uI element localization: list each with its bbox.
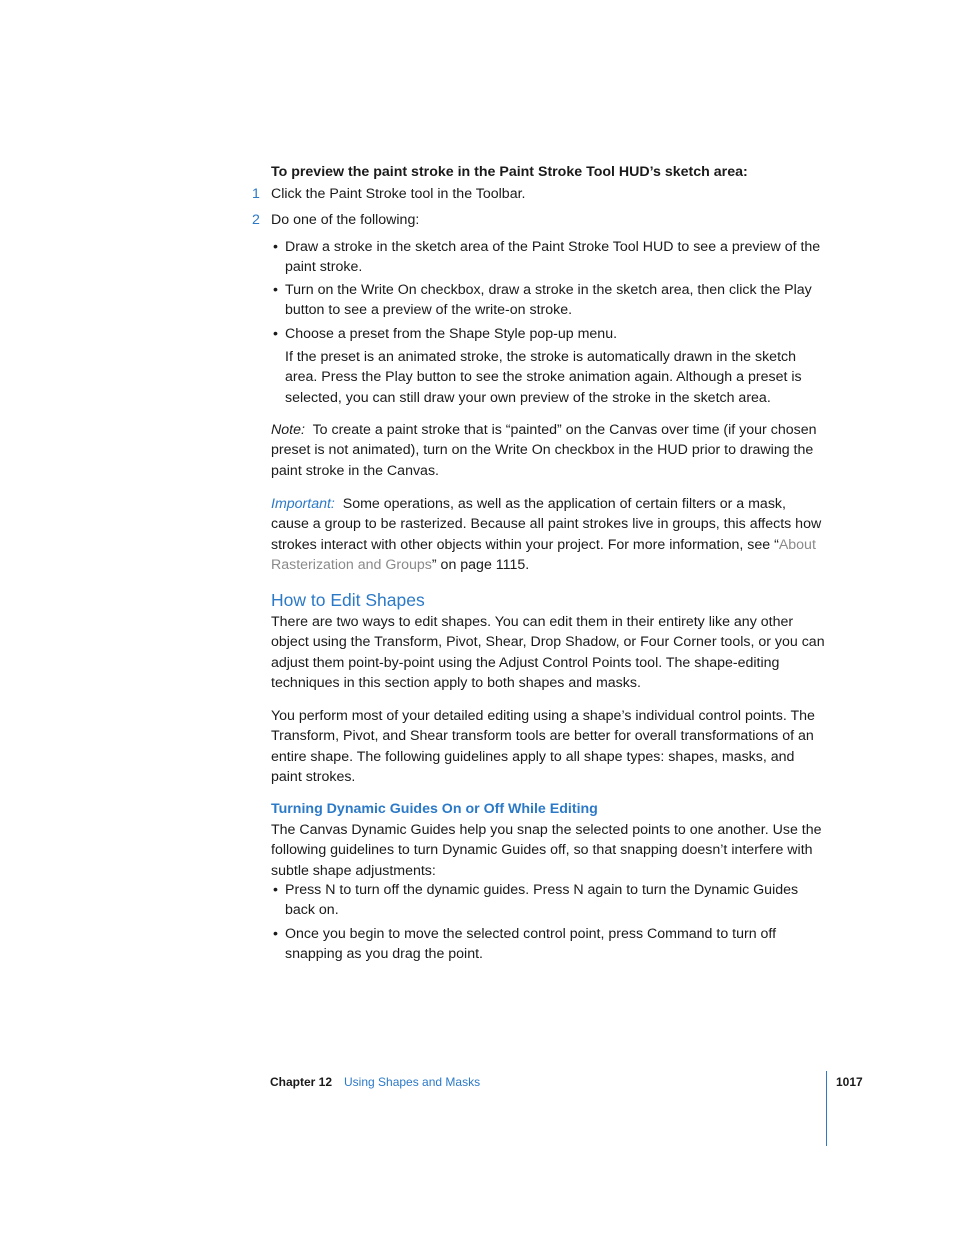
bullet-marker: • <box>273 882 278 898</box>
bullet-marker: • <box>273 239 278 255</box>
note-text: To create a paint stroke that is “painted” on the Canvas over time (if your chosen preset is not animated), turn on the Write On checkbox in the HUD prior to drawing the paint stroke in the Canvas. <box>271 422 817 479</box>
body-paragraph: The Canvas Dynamic Guides help you snap the selected points to one another. Use the following guidelines to turn Dynamic Guides off, so that snapping doesn’t interfere with subtle shape adjustments: <box>271 822 822 879</box>
list-item: Once you begin to move the selected control point, press Command to turn off snapping as you drag the point. <box>285 926 777 963</box>
step-number: 2 <box>252 212 260 228</box>
important-paragraph <box>271 494 827 576</box>
bullet-followup: If the preset is an animated stroke, the stroke is automatically drawn in the sketch area. Press the Play button to see the stroke animation again. Although a preset is selected, you can still draw your own preview of the stroke in the sketch area. <box>285 349 802 406</box>
important-text: Some operations, as well as the application of certain filters or a mask, cause a group to be rasterized. Because all paint strokes live in groups, this affects how strokes interact with other objects within your project. For more information, see “ <box>271 496 822 553</box>
list-item: Press N to turn off the dynamic guides. Press N again to turn the Dynamic Guides back on. <box>285 882 799 919</box>
note-paragraph <box>271 420 827 481</box>
procedure-heading: To preview the paint stroke in the Paint Stroke Tool HUD’s sketch area: <box>271 164 748 180</box>
step-text: Do one of the following: <box>271 212 420 228</box>
body-paragraph: You perform most of your detailed editing using a shape’s individual control points. The Transform, Pivot, and Shear transform tools are better for overall transformations of an entire shape. The following guidelines apply to all shape types: shapes, masks, and paint strokes. <box>271 708 815 786</box>
page-number: 1017 <box>836 1075 863 1089</box>
bullet-marker: • <box>273 926 278 942</box>
step-text: Click the Paint Stroke tool in the Toolbar. <box>271 186 526 202</box>
list-item: Turn on the Write On checkbox, draw a stroke in the sketch area, then click the Play button to see a preview of the write-on stroke. <box>285 282 812 319</box>
list-item: Choose a preset from the Shape Style pop-up menu. <box>285 326 618 342</box>
subsection-heading: Turning Dynamic Guides On or Off While Editing <box>271 801 598 817</box>
footer-chapter-title: Using Shapes and Masks <box>344 1075 481 1089</box>
footer-chapter-label: Chapter 12 <box>270 1075 333 1089</box>
body-paragraph: There are two ways to edit shapes. You can edit them in their entirety like any other object using the Transform, Pivot, Shear, Drop Shadow, or Four Corner tools, or you can adjust them point-by-point using the Adjust Control Points tool. The shape-editing techniques in this section apply to both shapes and masks. <box>271 614 825 692</box>
important-text-end: ” on page 1115. <box>431 557 530 574</box>
cross-reference-link[interactable]: About Rasterization and Groups <box>271 536 816 574</box>
bullet-marker: • <box>273 326 278 342</box>
section-heading: How to Edit Shapes <box>271 590 425 610</box>
list-item: Draw a stroke in the sketch area of the Paint Stroke Tool HUD to see a preview of the paint stroke. <box>285 239 821 276</box>
bullet-marker: • <box>273 282 278 298</box>
important-label: Important: <box>271 496 335 512</box>
step-number: 1 <box>252 186 260 202</box>
footer-divider <box>826 1071 827 1146</box>
note-label: Note: <box>271 422 305 438</box>
